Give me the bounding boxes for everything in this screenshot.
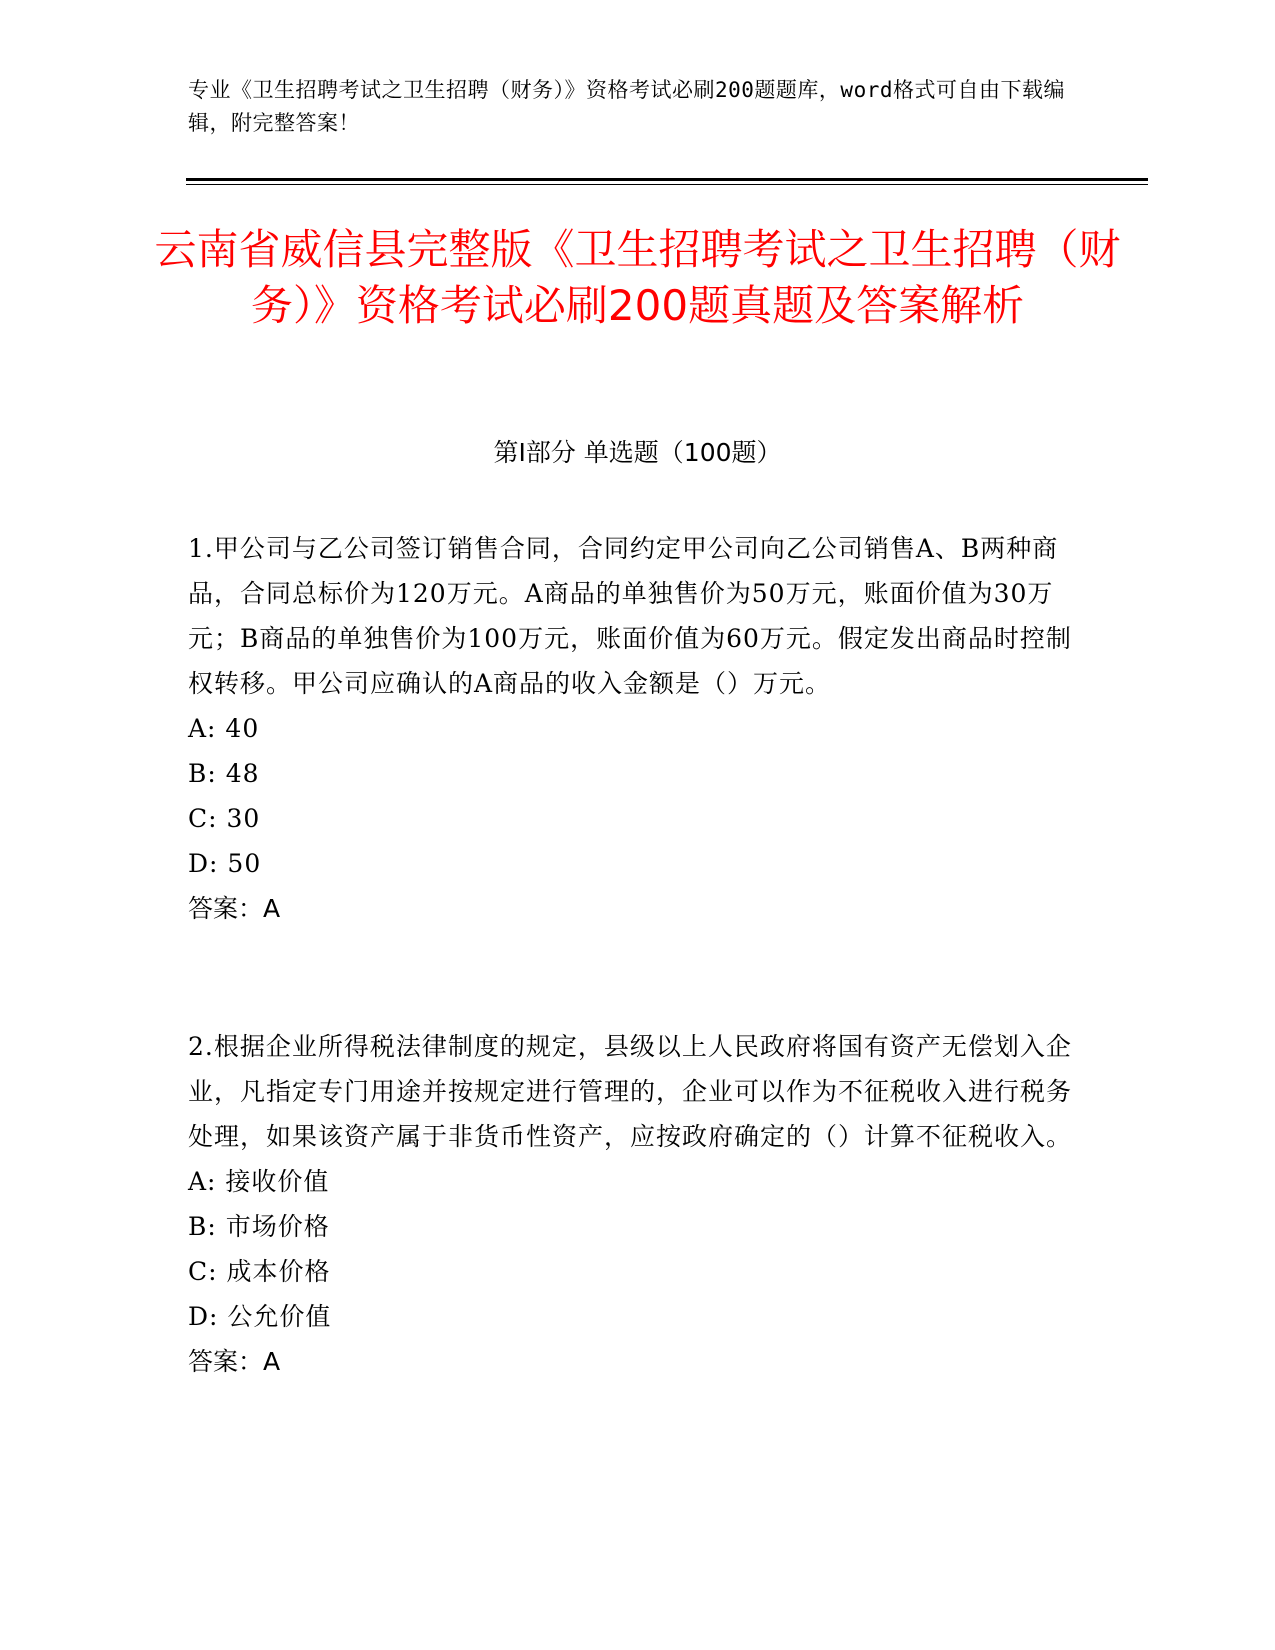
option-a: A: 接收价值 — [188, 1167, 330, 1196]
header-divider-thin — [186, 184, 1148, 185]
answer: 答案：A — [188, 894, 281, 923]
question-stem: 2.根据企业所得税法律制度的规定，县级以上人民政府将国有资产无偿划入企业，凡指定专门用途并按规定进行管理的，企业可以作为不征税收入进行税务处理，如果该资产属于非货币性资产，应按政府确定的（）计算不征税收入。 — [188, 1032, 1073, 1151]
option-b: B: 48 — [188, 759, 260, 788]
answer: 答案：A — [188, 1347, 281, 1376]
section-title: 第Ⅰ部分 单选题（100题） — [493, 438, 782, 467]
option-a: A: 40 — [188, 714, 260, 743]
option-c: C: 30 — [188, 804, 261, 833]
question-2 — [188, 1024, 1078, 1384]
option-c: C: 成本价格 — [188, 1257, 331, 1286]
option-d: D: 50 — [188, 849, 262, 878]
question-stem: 1.甲公司与乙公司签订销售合同，合同约定甲公司向乙公司销售A、B两种商品，合同总标价为120万元。A商品的单独售价为50万元，账面价值为30万元；B商品的单独售价为100万元，账面价值为60万元。假定发出商品时控制权转移。甲公司应确认的A商品的收入金额是（）万元。 — [188, 534, 1072, 698]
option-b: B: 市场价格 — [188, 1212, 330, 1241]
option-d: D: 公允价值 — [188, 1302, 332, 1331]
header-divider-thick — [186, 178, 1148, 181]
header-note: 专业《卫生招聘考试之卫生招聘（财务）》资格考试必刷200题题库，word格式可自由下载编辑，附完整答案！ — [188, 78, 1065, 135]
question-1 — [188, 526, 1078, 931]
document-title: 云南省威信县完整版《卫生招聘考试之卫生招聘（财务）》资格考试必刷200题真题及答案解析 — [154, 225, 1121, 330]
